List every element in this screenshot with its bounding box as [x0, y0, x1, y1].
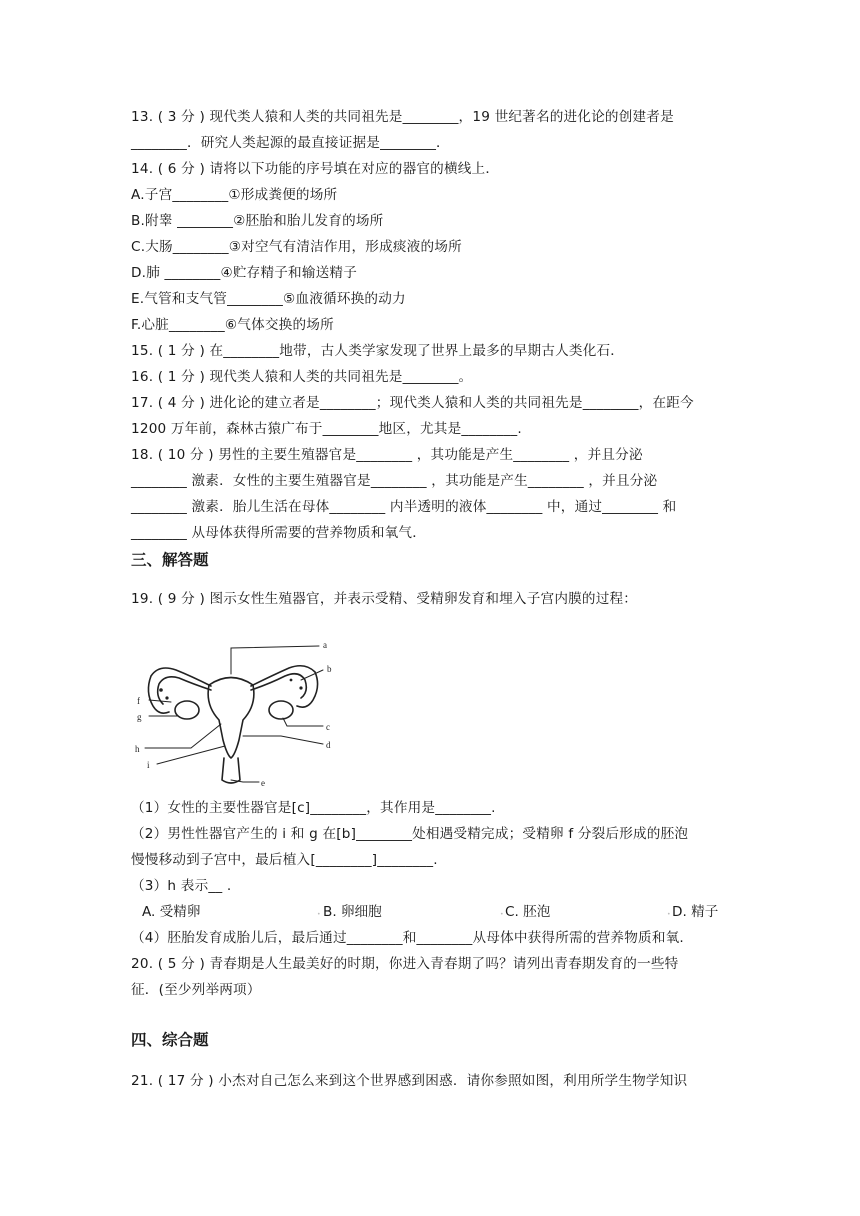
q18-line4: ________ 从母体获得所需要的营养物质和氧气． — [131, 525, 426, 541]
q16-text: 16. ( 1 分 ) 现代类人猿和人类的共同祖先是________。 — [131, 369, 473, 385]
q17-line1: 17. ( 4 分 ) 进化论的建立者是________；现代类人猿和人类的共同祖先是________，在距今 — [131, 395, 694, 411]
q19-sub2-line2: 慢慢移动到子宫中，最后植入[________]________. — [131, 852, 438, 868]
q21-text: 21. ( 17 分 ) 小杰对自己怎么来到这个世界感到困惑．请你参照如图，利用所学生物学知识 — [131, 1073, 688, 1089]
label-c: c — [326, 722, 330, 732]
label-h: h — [135, 744, 140, 754]
left-oviduct-inner — [158, 677, 211, 704]
label-f: f — [137, 696, 140, 706]
q14-item-e: E.气管和支气管________⑤血液循环换的动力 — [131, 291, 406, 307]
section-heading-3: 三、解答题 — [131, 551, 209, 569]
choice-marker-d: • — [667, 911, 671, 918]
q17-line2: 1200 万年前，森林古猿广布于________地区，尤其是________. — [131, 421, 522, 437]
label-i: i — [147, 760, 150, 770]
q19-sub2-line1: （2）男性性器官产生的 i 和 g 在[b]________处相遇受精完成；受精卵 f 分裂后形成的胚泡 — [131, 826, 689, 842]
choice-marker-c: • — [500, 911, 504, 918]
q13-line2: ________．研究人类起源的最直接证据是________． — [131, 135, 450, 151]
q19-sub4: （4）胚胎发育成胎儿后，最后通过________和________从母体中获得所需的营养物质和氧. — [131, 930, 684, 946]
q19-sub3: （3）h 表示__ . — [131, 878, 232, 894]
q18-line2: ________ 激素．女性的主要生殖器官是________ ，其功能是产生________ ，并且分泌 — [131, 473, 658, 489]
uterus-shape — [208, 678, 254, 759]
right-oviduct-inner — [251, 674, 306, 698]
choice-a: A. 受精卵 — [142, 904, 201, 920]
q19-stem: 19. ( 9 分 ) 图示女性生殖器官，并表示受精、受精卵发育和埋入子宫内膜的过程： — [131, 591, 638, 607]
left-ovary-shape — [175, 701, 199, 719]
label-g: g — [137, 712, 142, 722]
q14-item-d: D.肺 ________④贮存精子和输送精子 — [131, 265, 358, 281]
label-d: d — [326, 740, 331, 750]
label-b: b — [327, 664, 332, 674]
choice-d: D. 精子 — [672, 904, 719, 920]
choice-c: C. 胚泡 — [505, 904, 551, 920]
q18-line1: 18. ( 10 分 ) 男性的主要生殖器官是________ ，其功能是产生________ ，并且分泌 — [131, 447, 643, 463]
vagina-shape — [222, 758, 240, 783]
label-e: e — [261, 778, 265, 788]
q13-line1: 13. ( 3 分 ) 现代类人猿和人类的共同祖先是________，19 世纪著名的进化论的创建者是 — [131, 109, 674, 125]
choice-b: B. 卵细胞 — [323, 904, 382, 920]
q14-item-c: C.大肠________③对空气有清洁作用，形成痰液的场所 — [131, 239, 462, 255]
q14-stem: 14. ( 6 分 ) 请将以下功能的序号填在对应的器官的横线上． — [131, 161, 500, 177]
q14-item-a: A.子宫________①形成粪便的场所 — [131, 187, 338, 203]
q20-line2: 征．(至少列举两项） — [131, 982, 261, 998]
q14-item-f: F.心脏________⑥气体交换的场所 — [131, 317, 334, 333]
q20-line1: 20. ( 5 分 ) 青春期是人生最美好的时期，你进入青春期了吗？请列出青春期发育的一些特 — [131, 956, 679, 972]
q18-line3: ________ 激素．胎儿生活在母体________ 内半透明的液体________ 中，通过________ 和 — [131, 499, 677, 515]
female-reproductive-diagram — [131, 640, 341, 790]
q15-text: 15. ( 1 分 ) 在________地带，古人类学家发现了世界上最多的早期古人类化石． — [131, 343, 625, 359]
right-ovary-shape — [269, 701, 293, 719]
choice-marker-b: • — [317, 911, 321, 918]
section-heading-4: 四、综合题 — [131, 1031, 209, 1049]
q14-item-b: B.附睾 ________②胚胎和胎儿发育的场所 — [131, 213, 384, 229]
q19-sub1: （1）女性的主要性器官是[c]________，其作用是________. — [131, 800, 496, 816]
label-a: a — [323, 640, 327, 650]
